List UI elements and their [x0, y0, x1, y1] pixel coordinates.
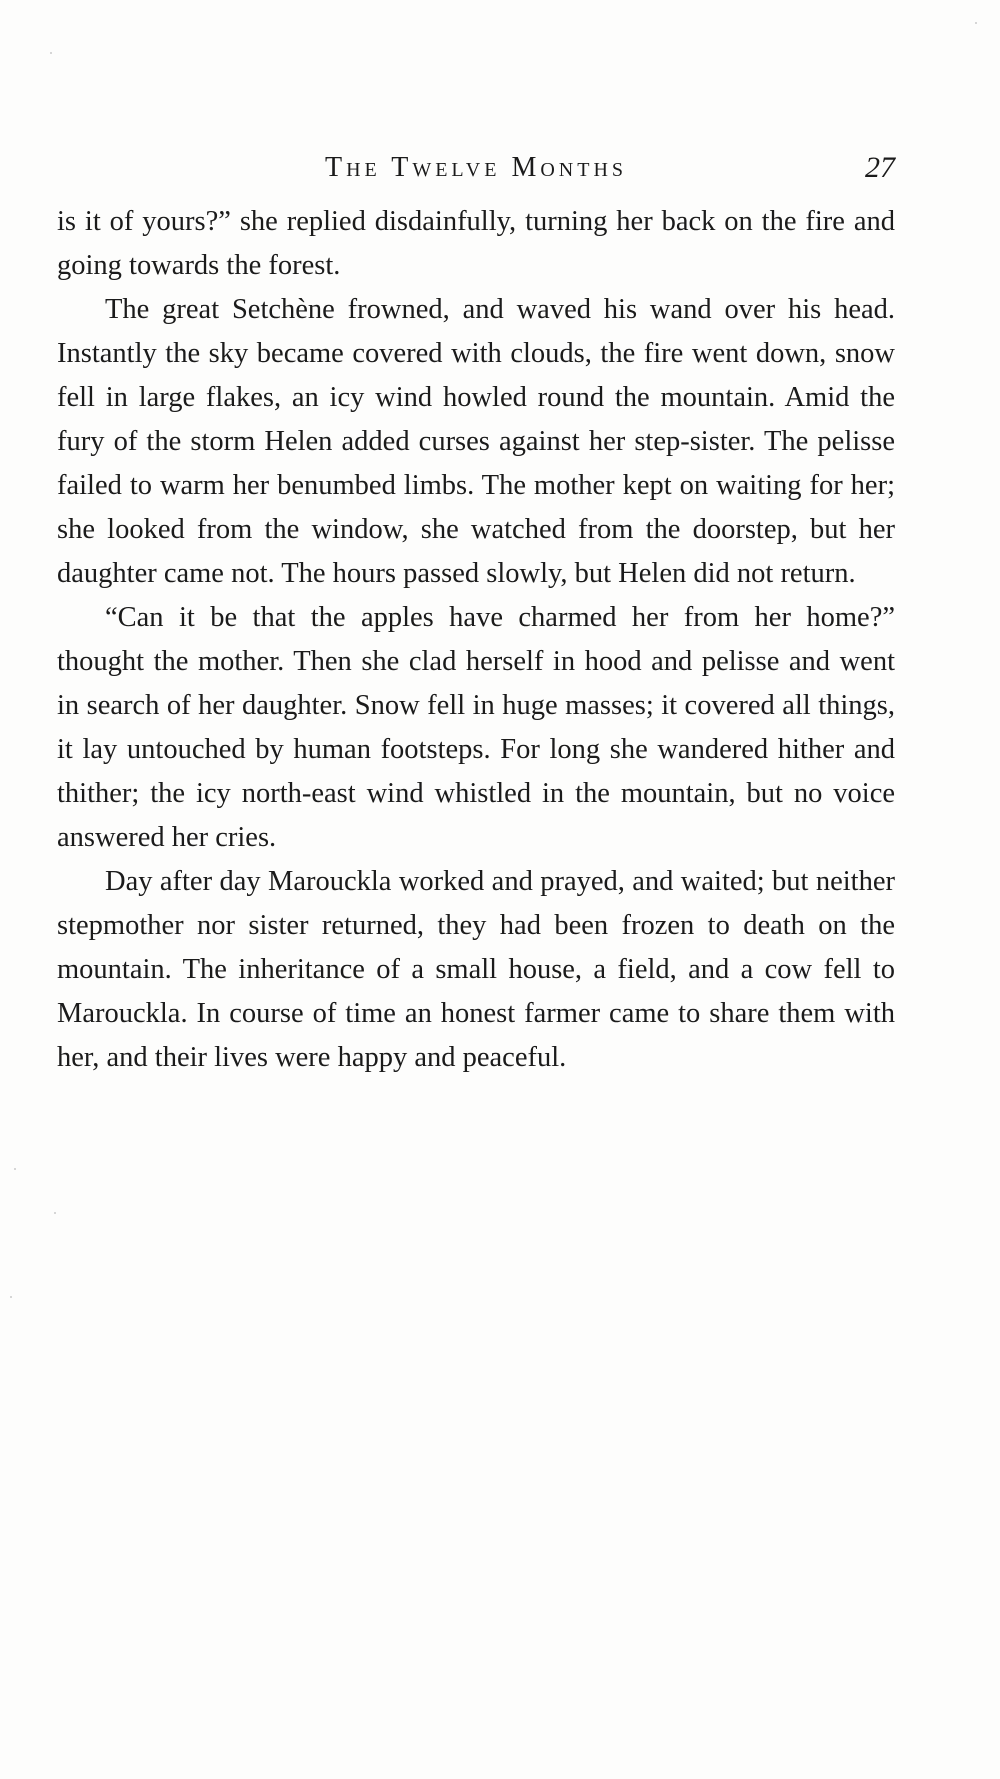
page-header: [57, 148, 895, 188]
paper-speck: [10, 1296, 12, 1298]
paragraph-4: Day after day Marouckla worked and prayed, and waited; but neither stepmother nor sister returned, they had been frozen to death on the mountain. The inheritance of a small house, a field, and a cow fell to Marouckla. In course of time an honest farmer came to share them with her, and their lives were happy and peaceful.: [57, 866, 895, 1073]
paper-speck: [14, 1168, 16, 1170]
paper-speck: [50, 52, 52, 54]
running-title: The Twelve Months: [324, 152, 628, 183]
paper-speck: [54, 1212, 56, 1214]
paragraph-1: is it of yours?” she replied disdainfully, turning her back on the fire and going towards the forest.: [57, 206, 895, 281]
body-text: [57, 200, 895, 1080]
page-number: 27: [865, 151, 895, 184]
paragraph-3: “Can it be that the apples have charmed her from her home?” thought the mother. Then she clad herself in hood and pelisse and went in search of her daughter. Snow fell in huge masses; it covered all things, it lay untouched by human footsteps. For long she wandered hither and thither; the icy north-east wind whistled in the mountain, but no voice answered her cries.: [57, 602, 895, 853]
paragraph-2: The great Setchène frowned, and waved his wand over his head. Instantly the sky became covered with clouds, the fire went down, snow fell in large flakes, an icy wind howled round the mountain. Amid the fury of the storm Helen added curses against her step-sister. The pelisse failed to warm her benumbed limbs. The mother kept on waiting for her; she looked from the window, she watched from the doorstep, but her daughter came not. The hours passed slowly, but Helen did not return.: [57, 294, 895, 589]
paper-speck: [975, 22, 977, 24]
